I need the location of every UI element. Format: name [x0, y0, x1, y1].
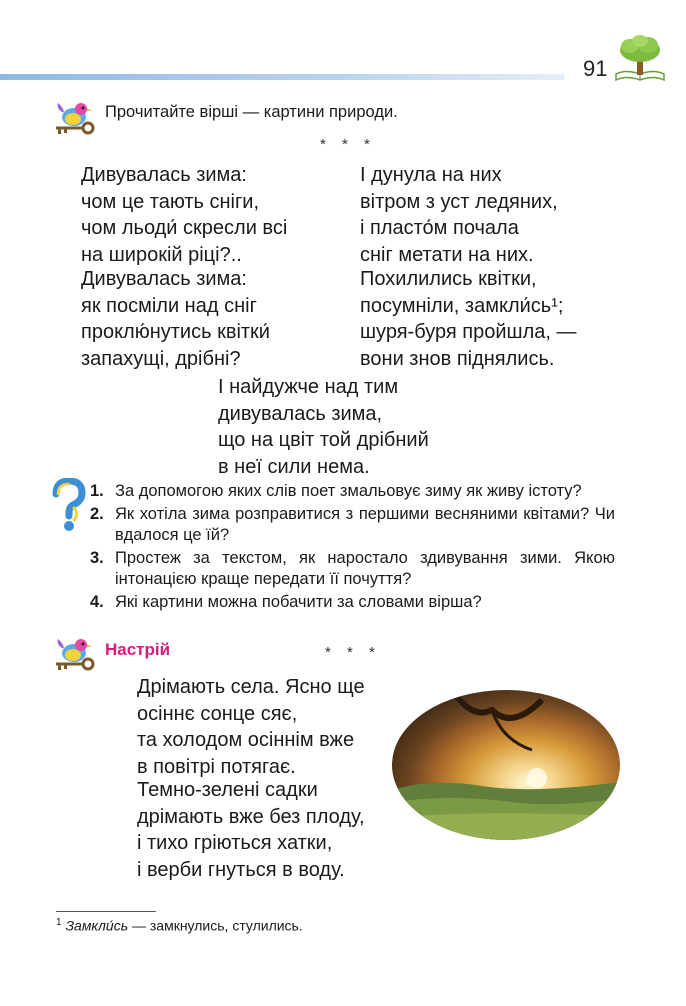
- poem-line: І дунула на них: [360, 164, 502, 186]
- poem-line: сніг метати на них.: [360, 243, 534, 266]
- question-number: 3.: [90, 549, 104, 567]
- poem-line: що на цвіт той дрібний: [218, 429, 429, 451]
- poem-line: і тихо гріються хатки,: [137, 832, 333, 854]
- poem-line: як посміли над сніг: [81, 294, 257, 317]
- question-number: 1.: [90, 482, 104, 500]
- poem-line: Дрімають села. Ясно ще: [137, 676, 365, 698]
- poem-line: вітром з уст ледяних,: [360, 190, 558, 213]
- poem-line: на широкій ріці?..: [81, 243, 242, 266]
- autumn-landscape-drawing: [392, 690, 620, 840]
- poem-line: І найдужче над тим: [218, 376, 399, 398]
- poem-line: і верби гнуться в воду.: [137, 858, 345, 881]
- question-text: Простеж за текстом, як наростало здивування зими. Якою інтонацією краще передати її почуття?: [115, 549, 615, 588]
- poem-line: і пласто́м почала: [360, 217, 519, 239]
- poem-line: проклю́нутись квітки́: [81, 321, 270, 343]
- poem-line: дивувалась зима,: [218, 402, 383, 425]
- poem-stanza: [137, 674, 365, 780]
- tree-book-icon: [612, 34, 668, 82]
- question-mark-icon: [48, 478, 88, 536]
- poem-stanza-center: [218, 374, 429, 480]
- question-number: 4.: [90, 593, 104, 611]
- poem-line: запахущі, дрібні?: [81, 347, 241, 370]
- poem-line: дрімають вже без плоду,: [137, 805, 365, 828]
- poem-line: осіннє сонце сяє,: [137, 702, 298, 725]
- question-text: За допомогою яких слів поет змальовує зиму як живу істоту?: [115, 482, 582, 500]
- reading-instruction: Прочитайте вірші — картини природи.: [105, 103, 398, 121]
- poem-line: та холодом осіннім вже: [137, 729, 355, 751]
- poem-line: Дивувалась зима:: [81, 164, 247, 186]
- poem-line: чом льоди́ скресли всі: [81, 217, 288, 239]
- poem-stanza: [81, 266, 270, 372]
- footnote-definition: — замкнулись, стулились.: [128, 917, 303, 934]
- bird-key-icon: [50, 636, 100, 676]
- poem-line: чом це тають сніги,: [81, 190, 260, 213]
- section-title: Настрій: [105, 640, 171, 659]
- header-bar: [0, 74, 565, 80]
- footnote: [56, 917, 303, 934]
- question-item: [90, 548, 615, 590]
- question-item: [90, 504, 615, 546]
- poem-line: в повітрі потягає.: [137, 755, 296, 778]
- poem-stars: * * *: [320, 136, 376, 153]
- poem-stars: * * *: [325, 644, 381, 661]
- poem-stanza: [360, 162, 558, 268]
- page-number: 91: [583, 56, 608, 81]
- question-item: [90, 592, 615, 613]
- footnote-mark: 1: [56, 917, 62, 928]
- question-text: Які картини можна побачити за словами вірша?: [115, 593, 482, 611]
- footnote-term: Замкли́сь: [65, 917, 129, 934]
- poem-line: вони знов піднялись.: [360, 347, 555, 370]
- footnote-divider: [56, 911, 156, 912]
- poem-stanza: [360, 266, 576, 372]
- poem-line: Темно-зелені садки: [137, 779, 318, 801]
- poem-stanza: [81, 162, 287, 268]
- poem-line: Похилились квітки,: [360, 268, 537, 290]
- poem-line: посумніли, замкли́сь¹;: [360, 294, 564, 317]
- poem-stanza: [137, 777, 365, 883]
- poem-line: шуря-буря пройшла, —: [360, 321, 577, 343]
- question-text: Як хотіла зима розправитися з першими весняними квітами? Чи вдалося це їй?: [115, 505, 615, 544]
- bird-key-icon: [50, 100, 100, 140]
- poem-line: в неї сили нема.: [218, 455, 370, 478]
- questions-list: [90, 481, 615, 615]
- question-item: [90, 481, 615, 502]
- autumn-landscape-image: [392, 690, 620, 840]
- poem-line: Дивувалась зима:: [81, 268, 247, 290]
- question-number: 2.: [90, 505, 104, 523]
